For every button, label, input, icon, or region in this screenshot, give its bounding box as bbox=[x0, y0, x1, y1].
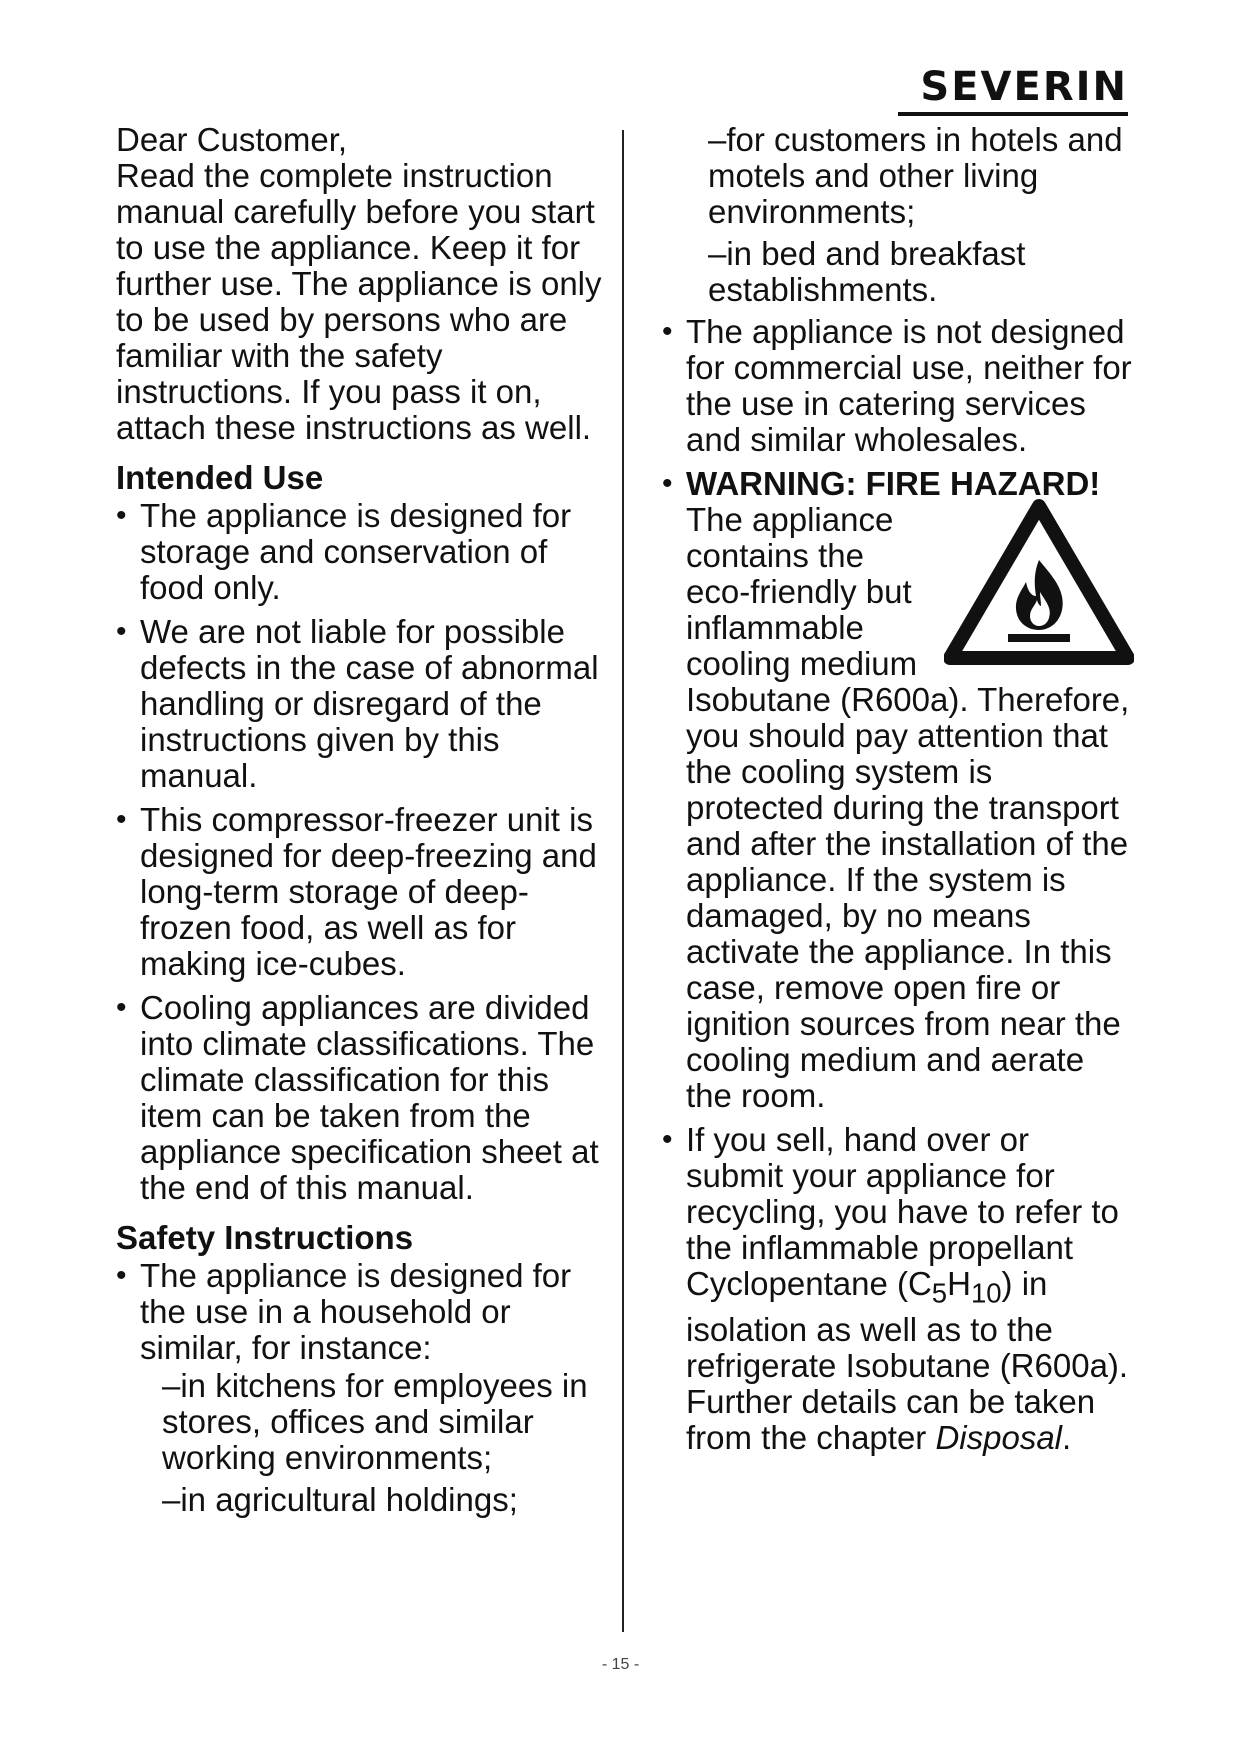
disposal-chapter-ref: Disposal bbox=[935, 1418, 1063, 1456]
list-item: • The appliance is not designed for commercial use, neither for the use in catering services and similar wholesales. bbox=[662, 314, 1134, 458]
safety-item-text: The appliance is designed for the use in a household or similar, for instance: bbox=[140, 1257, 572, 1366]
list-item: • Cooling appliances are divided into climate classifications. The climate classification for this item can be taken from the appliance specification sheet at the end of this manual. bbox=[116, 990, 616, 1206]
recycling-text-1: If you sell, hand over or submit your appliance for recycling, you have to refer to the inflammable propellant Cyclopentane (C bbox=[686, 1121, 1119, 1302]
right-column bbox=[662, 122, 1134, 1464]
warning-title: WARNING: FIRE HAZARD! bbox=[686, 465, 1101, 502]
page-number: - 15 - bbox=[601, 1656, 640, 1673]
safety-list bbox=[116, 1258, 616, 1518]
sub-list-item: –in kitchens for employees in stores, offices and similar working environments; bbox=[162, 1367, 588, 1476]
safety-instructions-heading: Safety Instructions bbox=[116, 1219, 414, 1256]
list-item: • We are not liable for possible defects in the case of abnormal handling or disregard of the instructions given by this manual. bbox=[116, 614, 616, 794]
recycling-text-end: . bbox=[1062, 1418, 1072, 1456]
column-divider bbox=[622, 130, 624, 1632]
sub-list-item: –in agricultural holdings; bbox=[162, 1481, 518, 1518]
safety-list-continued bbox=[662, 314, 1134, 1456]
left-column bbox=[116, 122, 616, 1526]
warning-item bbox=[662, 466, 1134, 1114]
subscript-5: 5 bbox=[931, 1277, 948, 1309]
list-item: • This compressor-freezer unit is designed for deep-freezing and long-term storage of deep-frozen food, as well as for making ice-cubes. bbox=[116, 802, 616, 982]
warning-body bbox=[686, 502, 1134, 1114]
list-item bbox=[116, 1258, 616, 1518]
greeting: Dear Customer, bbox=[116, 121, 348, 158]
sub-list-item: –for customers in hotels and motels and other living environments; bbox=[708, 121, 1123, 230]
recycling-text-3: ) in isolation as well as to the refrigerate Isobutane (R600a). Further details can be taken from the chapter bbox=[686, 1265, 1129, 1456]
warning-text: The appliance contains the eco-friendly but inflammable cooling medium Isobutane (R600a). Therefore, you should pay attention that the cooling system is protected during the transport and after the installation of the appliance. If the system is damaged, by no means activate the appliance. In this case, remove open fire or ignition sources from near the cooling medium and aerate the room. bbox=[686, 501, 1130, 1114]
fire-hazard-warning-icon bbox=[944, 498, 1134, 666]
subscript-10: 10 bbox=[970, 1277, 1002, 1309]
list-item: • The appliance is designed for storage and conservation of food only. bbox=[116, 498, 616, 606]
intended-use-list bbox=[116, 498, 616, 1206]
brand-logo: SEVERIN bbox=[898, 64, 1128, 116]
recycling-text-2: H bbox=[947, 1265, 971, 1302]
safety-subitems bbox=[140, 1368, 616, 1518]
intro-paragraph: Read the complete instruction manual carefully before you start to use the appliance. Keep it for further use. The appliance is only to be used by persons who are familiar with the safety instructions. If you pass it on, attach these instructions as well. bbox=[116, 157, 602, 446]
sub-list-item: –in bed and breakfast establishments. bbox=[708, 235, 1026, 308]
recycling-item bbox=[662, 1122, 1134, 1456]
intended-use-heading: Intended Use bbox=[116, 459, 324, 496]
safety-subitems-continued bbox=[662, 122, 1134, 308]
